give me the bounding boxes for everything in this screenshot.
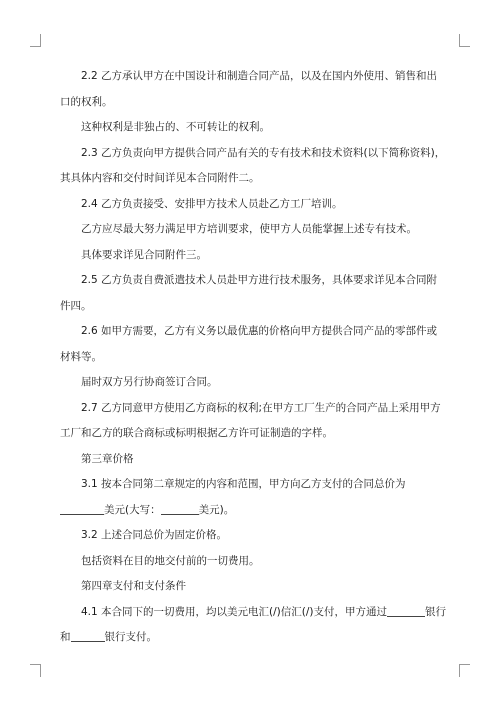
chapter-heading: 第三章价格 [81, 452, 134, 465]
page-corner-mark-bottom-right [459, 664, 470, 677]
text-segment: 银行支付。 [104, 631, 157, 643]
paragraph-3-1 [60, 472, 446, 523]
paragraph-4-1 [60, 600, 446, 651]
page-corner-mark-top-left [30, 34, 41, 47]
page-corner-mark-bottom-left [30, 664, 41, 677]
paragraph: 2.6 如甲方需要，乙方有义务以最优惠的价格向甲方提供合同产品的零部件或材料等。 [60, 325, 438, 363]
paragraph: 2.4 乙方负责接受、安排甲方技术人员赴乙方工厂培训。 [81, 197, 343, 210]
text-segment: 美元(大写： [104, 503, 161, 516]
document-body [60, 64, 446, 651]
fill-in-blank [387, 604, 425, 617]
page-corner-mark-top-right [459, 34, 470, 47]
paragraph: 2.2 乙方承认甲方在中国设计和制造合同产品，以及在国内外使用、销售和出口的权利。 [60, 70, 438, 108]
fill-in-blank [71, 629, 105, 642]
paragraph: 3.2 上述合同总价为固定价格。 [81, 529, 228, 541]
paragraph: 包括资料在目的地交付前的一切费用。 [81, 554, 260, 567]
paragraph: 2.3 乙方负责向甲方提供合同产品有关的专有技术和技术资料(以下简称资料)，其具体内容和交付时间详见本合同附件二。 [60, 146, 446, 184]
paragraph: 具体要求详见合同附件三。 [81, 248, 207, 261]
paragraph: 2.7 乙方同意甲方使用乙方商标的权利;在甲方工厂生产的合同产品上采用甲方工厂和乙方的联合商标或标明根据乙方许可证制造的字样。 [60, 401, 441, 439]
fill-in-blank [161, 502, 199, 515]
fill-in-blank [60, 502, 104, 515]
text-segment: 银行和 [60, 605, 446, 643]
paragraph: 届时双方另行协商签订合同。 [81, 376, 218, 388]
paragraph: 2.5 乙方负责自费派遣技术人员赴甲方进行技术服务，具体要求详见本合同附件四。 [60, 274, 438, 312]
chapter-heading: 第四章支付和支付条件 [81, 580, 186, 592]
paragraph: 这种权利是非独占的、不可转让的权利。 [81, 121, 270, 133]
paragraph: 乙方应尽最大努力满足甲方培训要求，使甲方人员能掌握上述专有技术。 [81, 223, 417, 235]
text-segment: 3.1 按本合同第二章规定的内容和范围，甲方向乙方支付的合同总价为 [81, 478, 406, 490]
text-segment: 4.1 本合同下的一切费用，均以美元电汇(/)信汇(/)支付，甲方通过 [81, 605, 387, 618]
text-segment: 美元)。 [198, 503, 235, 516]
